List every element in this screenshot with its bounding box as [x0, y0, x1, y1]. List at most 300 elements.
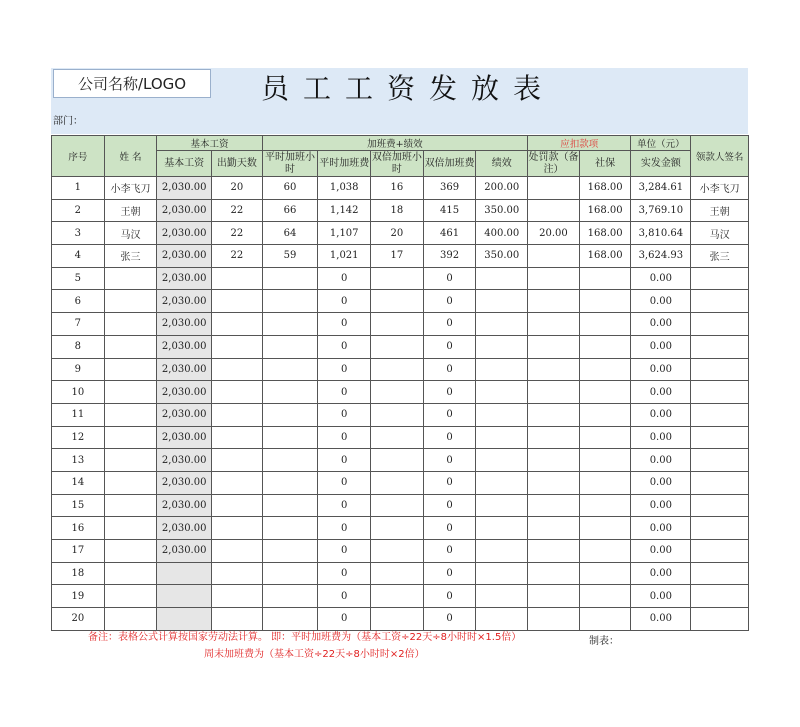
cell-dh[interactable]: 17 — [371, 245, 424, 268]
cell-df[interactable]: 0 — [423, 381, 476, 404]
cell-base[interactable]: 2,030.00 — [157, 494, 212, 517]
table-row — [52, 358, 749, 381]
cell-wh[interactable] — [262, 290, 318, 313]
cell-df[interactable]: 0 — [423, 449, 476, 472]
cell-dh[interactable] — [371, 608, 424, 631]
cell-name[interactable] — [104, 426, 157, 449]
cell-name[interactable]: 张三 — [104, 245, 157, 268]
cell-wh[interactable] — [262, 471, 318, 494]
cell-social[interactable] — [579, 494, 631, 517]
cell-wf[interactable]: 0 — [318, 494, 371, 517]
cell-base[interactable]: 2,030.00 — [157, 313, 212, 336]
cell-perf[interactable] — [476, 335, 528, 358]
cell-days[interactable] — [212, 608, 263, 631]
cell-wh[interactable] — [262, 403, 318, 426]
cell-seq[interactable]: 11 — [52, 403, 105, 426]
cell-days[interactable] — [212, 358, 263, 381]
cell-days[interactable] — [212, 471, 263, 494]
cell-wf[interactable]: 0 — [318, 471, 371, 494]
cell-dh[interactable] — [371, 426, 424, 449]
cell-sign[interactable] — [691, 517, 749, 540]
table-row — [52, 381, 749, 404]
cell-name[interactable] — [104, 517, 157, 540]
cell-df[interactable]: 0 — [423, 335, 476, 358]
cell-social[interactable] — [579, 471, 631, 494]
cell-wh[interactable] — [262, 540, 318, 563]
table-row — [52, 267, 749, 290]
cell-days[interactable] — [212, 540, 263, 563]
header-performance: 绩效 — [476, 151, 528, 177]
cell-df[interactable]: 0 — [423, 540, 476, 563]
cell-net[interactable]: 3,624.93 — [631, 245, 691, 268]
cell-net[interactable]: 3,810.64 — [631, 222, 691, 245]
cell-net[interactable]: 3,284.61 — [631, 177, 691, 200]
cell-seq[interactable]: 8 — [52, 335, 105, 358]
cell-wf[interactable]: 0 — [318, 426, 371, 449]
cell-name[interactable] — [104, 381, 157, 404]
cell-df[interactable]: 0 — [423, 494, 476, 517]
table-row — [52, 471, 749, 494]
cell-pen[interactable] — [528, 267, 580, 290]
cell-perf[interactable] — [476, 449, 528, 472]
cell-wf[interactable]: 0 — [318, 267, 371, 290]
cell-seq[interactable]: 4 — [52, 245, 105, 268]
cell-social[interactable]: 168.00 — [579, 222, 631, 245]
cell-seq[interactable]: 10 — [52, 381, 105, 404]
cell-base[interactable]: 2,030.00 — [157, 471, 212, 494]
cell-pen[interactable] — [528, 494, 580, 517]
cell-sign[interactable] — [691, 608, 749, 631]
cell-days[interactable] — [212, 562, 263, 585]
cell-days[interactable] — [212, 517, 263, 540]
cell-net[interactable]: 0.00 — [631, 335, 691, 358]
cell-wf[interactable]: 1,142 — [318, 199, 371, 222]
header-name: 姓 名 — [104, 136, 157, 177]
cell-dh[interactable]: 18 — [371, 199, 424, 222]
cell-base[interactable]: 2,030.00 — [157, 358, 212, 381]
cell-social[interactable] — [579, 358, 631, 381]
header-sign: 领款人签名 — [691, 136, 749, 177]
table-row — [52, 562, 749, 585]
cell-df[interactable]: 0 — [423, 608, 476, 631]
cell-df[interactable]: 0 — [423, 403, 476, 426]
cell-pen[interactable] — [528, 585, 580, 608]
cell-seq[interactable]: 14 — [52, 471, 105, 494]
cell-wf[interactable]: 0 — [318, 358, 371, 381]
cell-sign[interactable] — [691, 449, 749, 472]
cell-wh[interactable] — [262, 426, 318, 449]
cell-dh[interactable]: 20 — [371, 222, 424, 245]
group-header-basic: 基本工资 — [157, 136, 262, 151]
cell-wh[interactable] — [262, 608, 318, 631]
cell-net[interactable]: 0.00 — [631, 540, 691, 563]
cell-sign[interactable]: 张三 — [691, 245, 749, 268]
cell-base[interactable]: 2,030.00 — [157, 517, 212, 540]
cell-sign[interactable] — [691, 494, 749, 517]
cell-name[interactable] — [104, 335, 157, 358]
footer-note-line1: 备注：表格公式计算按国家劳动法计算。 即：平时加班费为（基本工资÷22天÷8小时时×1.5倍） — [88, 632, 522, 643]
cell-dh[interactable] — [371, 290, 424, 313]
cell-df[interactable]: 0 — [423, 358, 476, 381]
cell-seq[interactable]: 12 — [52, 426, 105, 449]
cell-pen[interactable] — [528, 562, 580, 585]
cell-base[interactable]: 2,030.00 — [157, 426, 212, 449]
cell-dh[interactable] — [371, 335, 424, 358]
header-penalty: 处罚款（备注） — [528, 151, 579, 175]
cell-dh[interactable]: 16 — [371, 177, 424, 200]
cell-perf[interactable] — [476, 471, 528, 494]
cell-pen[interactable] — [528, 449, 580, 472]
cell-net[interactable]: 0.00 — [631, 449, 691, 472]
cell-name[interactable] — [104, 540, 157, 563]
cell-net[interactable]: 0.00 — [631, 290, 691, 313]
cell-seq[interactable]: 15 — [52, 494, 105, 517]
cell-seq[interactable]: 19 — [52, 585, 105, 608]
cell-days[interactable] — [212, 290, 263, 313]
cell-net[interactable]: 0.00 — [631, 403, 691, 426]
cell-days[interactable]: 22 — [212, 222, 263, 245]
cell-pen[interactable] — [528, 426, 580, 449]
cell-df[interactable]: 415 — [423, 199, 476, 222]
cell-base[interactable]: 2,030.00 — [157, 222, 212, 245]
table-row — [52, 585, 749, 608]
cell-sign[interactable] — [691, 403, 749, 426]
cell-seq[interactable]: 3 — [52, 222, 105, 245]
cell-net[interactable]: 0.00 — [631, 471, 691, 494]
cell-perf[interactable] — [476, 426, 528, 449]
cell-dh[interactable] — [371, 540, 424, 563]
header-weekday-hours: 平时加班小时 — [262, 151, 318, 177]
cell-pen[interactable] — [528, 177, 580, 200]
cell-dh[interactable] — [371, 358, 424, 381]
cell-wh[interactable] — [262, 494, 318, 517]
cell-base[interactable] — [157, 608, 212, 631]
cell-net[interactable]: 0.00 — [631, 358, 691, 381]
group-header-row — [52, 136, 749, 151]
footer-note-line2: 周末加班费为（基本工资÷22天÷8小时时×2倍） — [204, 649, 425, 660]
cell-wf[interactable]: 0 — [318, 403, 371, 426]
cell-perf[interactable] — [476, 313, 528, 336]
cell-base[interactable]: 2,030.00 — [157, 540, 212, 563]
cell-pen[interactable] — [528, 245, 580, 268]
cell-wh[interactable] — [262, 562, 318, 585]
cell-sign[interactable] — [691, 585, 749, 608]
cell-social[interactable]: 168.00 — [579, 245, 631, 268]
cell-sign[interactable] — [691, 471, 749, 494]
cell-perf[interactable] — [476, 608, 528, 631]
cell-seq[interactable]: 16 — [52, 517, 105, 540]
cell-name[interactable] — [104, 358, 157, 381]
cell-perf[interactable] — [476, 290, 528, 313]
cell-perf[interactable] — [476, 540, 528, 563]
cell-pen[interactable] — [528, 403, 580, 426]
cell-wf[interactable]: 0 — [318, 449, 371, 472]
cell-seq[interactable]: 1 — [52, 177, 105, 200]
cell-pen[interactable] — [528, 608, 580, 631]
table-row — [52, 449, 749, 472]
cell-net[interactable]: 0.00 — [631, 381, 691, 404]
cell-name[interactable] — [104, 290, 157, 313]
maker-label: 制表： — [589, 636, 619, 647]
cell-perf[interactable]: 400.00 — [476, 222, 528, 245]
cell-wh[interactable] — [262, 449, 318, 472]
cell-days[interactable] — [212, 381, 263, 404]
cell-sign[interactable]: 马汉 — [691, 222, 749, 245]
cell-base[interactable] — [157, 562, 212, 585]
header-days: 出勤天数 — [212, 151, 263, 177]
cell-pen[interactable]: 20.00 — [528, 222, 580, 245]
cell-net[interactable]: 0.00 — [631, 562, 691, 585]
cell-base[interactable]: 2,030.00 — [157, 199, 212, 222]
cell-wf[interactable]: 1,021 — [318, 245, 371, 268]
cell-name[interactable]: 小李飞刀 — [104, 177, 157, 200]
header-double-fee: 双倍加班费 — [423, 151, 476, 177]
cell-wf[interactable]: 0 — [318, 608, 371, 631]
cell-df[interactable]: 0 — [423, 267, 476, 290]
cell-sign[interactable]: 王朝 — [691, 199, 749, 222]
cell-wf[interactable]: 0 — [318, 290, 371, 313]
cell-base[interactable]: 2,030.00 — [157, 267, 212, 290]
cell-net[interactable]: 0.00 — [631, 585, 691, 608]
cell-perf[interactable] — [476, 267, 528, 290]
cell-wh[interactable]: 66 — [262, 199, 318, 222]
cell-days[interactable] — [212, 335, 263, 358]
company-logo-box[interactable]: 公司名称/LOGO — [53, 69, 211, 98]
cell-dh[interactable] — [371, 449, 424, 472]
cell-df[interactable]: 0 — [423, 471, 476, 494]
cell-base[interactable]: 2,030.00 — [157, 403, 212, 426]
cell-name[interactable] — [104, 471, 157, 494]
cell-days[interactable] — [212, 449, 263, 472]
cell-seq[interactable]: 7 — [52, 313, 105, 336]
cell-seq[interactable]: 17 — [52, 540, 105, 563]
cell-social[interactable] — [579, 381, 631, 404]
table-row — [52, 199, 749, 222]
cell-wh[interactable]: 64 — [262, 222, 318, 245]
cell-days[interactable] — [212, 267, 263, 290]
table-row — [52, 313, 749, 336]
cell-sign[interactable] — [691, 540, 749, 563]
cell-base[interactable]: 2,030.00 — [157, 335, 212, 358]
cell-pen[interactable] — [528, 540, 580, 563]
cell-df[interactable]: 0 — [423, 517, 476, 540]
cell-dh[interactable] — [371, 403, 424, 426]
cell-pen[interactable] — [528, 290, 580, 313]
cell-days[interactable]: 22 — [212, 199, 263, 222]
cell-sign[interactable] — [691, 562, 749, 585]
cell-sign[interactable] — [691, 358, 749, 381]
cell-name[interactable] — [104, 403, 157, 426]
cell-wh[interactable]: 59 — [262, 245, 318, 268]
cell-name[interactable] — [104, 494, 157, 517]
cell-net[interactable]: 0.00 — [631, 517, 691, 540]
cell-pen[interactable] — [528, 471, 580, 494]
cell-base[interactable]: 2,030.00 — [157, 449, 212, 472]
cell-social[interactable] — [579, 540, 631, 563]
cell-wf[interactable]: 0 — [318, 562, 371, 585]
cell-social[interactable] — [579, 290, 631, 313]
cell-base[interactable]: 2,030.00 — [157, 290, 212, 313]
cell-sign[interactable] — [691, 267, 749, 290]
table-row — [52, 222, 749, 245]
cell-social[interactable] — [579, 403, 631, 426]
table-row — [52, 426, 749, 449]
cell-dh[interactable] — [371, 585, 424, 608]
cell-social[interactable] — [579, 449, 631, 472]
cell-perf[interactable]: 350.00 — [476, 245, 528, 268]
cell-name[interactable] — [104, 562, 157, 585]
cell-pen[interactable] — [528, 358, 580, 381]
cell-social[interactable] — [579, 335, 631, 358]
cell-df[interactable]: 369 — [423, 177, 476, 200]
cell-df[interactable]: 0 — [423, 585, 476, 608]
cell-wh[interactable] — [262, 517, 318, 540]
cell-dh[interactable] — [371, 381, 424, 404]
cell-days[interactable]: 22 — [212, 245, 263, 268]
cell-wf[interactable]: 0 — [318, 585, 371, 608]
cell-name[interactable] — [104, 267, 157, 290]
cell-name[interactable] — [104, 313, 157, 336]
cell-wh[interactable] — [262, 585, 318, 608]
cell-wh[interactable] — [262, 335, 318, 358]
cell-perf[interactable] — [476, 562, 528, 585]
cell-df[interactable]: 461 — [423, 222, 476, 245]
cell-pen[interactable] — [528, 199, 580, 222]
column-header-row — [52, 151, 749, 177]
header-social: 社保 — [579, 151, 631, 177]
header-weekday-fee: 平时加班费 — [318, 151, 371, 177]
cell-df[interactable]: 0 — [423, 313, 476, 336]
cell-wf[interactable]: 0 — [318, 517, 371, 540]
cell-dh[interactable] — [371, 471, 424, 494]
cell-dh[interactable] — [371, 517, 424, 540]
group-header-deduction: 应扣款项 — [528, 136, 631, 151]
cell-base[interactable] — [157, 585, 212, 608]
cell-sign[interactable]: 小李飞刀 — [691, 177, 749, 200]
cell-days[interactable] — [212, 313, 263, 336]
cell-name[interactable] — [104, 608, 157, 631]
cell-dh[interactable] — [371, 313, 424, 336]
cell-days[interactable]: 20 — [212, 177, 263, 200]
cell-social[interactable]: 168.00 — [579, 199, 631, 222]
page-title: 员工工资发放表 — [260, 72, 555, 105]
cell-social[interactable] — [579, 267, 631, 290]
cell-days[interactable] — [212, 494, 263, 517]
cell-days[interactable] — [212, 585, 263, 608]
table-row — [52, 245, 749, 268]
cell-social[interactable] — [579, 517, 631, 540]
cell-wh[interactable] — [262, 313, 318, 336]
cell-sign[interactable] — [691, 290, 749, 313]
cell-dh[interactable] — [371, 562, 424, 585]
cell-base[interactable]: 2,030.00 — [157, 245, 212, 268]
cell-pen[interactable] — [528, 335, 580, 358]
cell-wf[interactable]: 1,107 — [318, 222, 371, 245]
cell-seq[interactable]: 5 — [52, 267, 105, 290]
cell-net[interactable]: 0.00 — [631, 426, 691, 449]
cell-perf[interactable] — [476, 403, 528, 426]
cell-seq[interactable]: 13 — [52, 449, 105, 472]
cell-net[interactable]: 0.00 — [631, 494, 691, 517]
cell-perf[interactable] — [476, 381, 528, 404]
cell-pen[interactable] — [528, 313, 580, 336]
cell-wf[interactable]: 0 — [318, 540, 371, 563]
cell-seq[interactable]: 20 — [52, 608, 105, 631]
cell-seq[interactable]: 9 — [52, 358, 105, 381]
cell-dh[interactable] — [371, 494, 424, 517]
cell-perf[interactable]: 200.00 — [476, 177, 528, 200]
cell-seq[interactable]: 18 — [52, 562, 105, 585]
cell-perf[interactable] — [476, 517, 528, 540]
cell-name[interactable] — [104, 449, 157, 472]
cell-net[interactable]: 0.00 — [631, 313, 691, 336]
cell-pen[interactable] — [528, 517, 580, 540]
cell-base[interactable]: 2,030.00 — [157, 177, 212, 200]
table-row — [52, 290, 749, 313]
group-header-overtime: 加班费+绩效 — [262, 136, 527, 151]
cell-sign[interactable] — [691, 313, 749, 336]
cell-seq[interactable]: 2 — [52, 199, 105, 222]
cell-net[interactable]: 0.00 — [631, 267, 691, 290]
cell-sign[interactable] — [691, 381, 749, 404]
header-seq: 序号 — [52, 136, 105, 177]
cell-days[interactable] — [212, 426, 263, 449]
cell-social[interactable] — [579, 313, 631, 336]
cell-perf[interactable] — [476, 358, 528, 381]
cell-perf[interactable] — [476, 494, 528, 517]
cell-social[interactable]: 168.00 — [579, 177, 631, 200]
cell-sign[interactable] — [691, 426, 749, 449]
cell-df[interactable]: 0 — [423, 562, 476, 585]
cell-name[interactable] — [104, 585, 157, 608]
cell-sign[interactable] — [691, 335, 749, 358]
cell-social[interactable] — [579, 608, 631, 631]
cell-wh[interactable] — [262, 267, 318, 290]
cell-wf[interactable]: 0 — [318, 313, 371, 336]
cell-pen[interactable] — [528, 381, 580, 404]
cell-seq[interactable]: 6 — [52, 290, 105, 313]
department-label: 部门： — [53, 116, 83, 127]
cell-days[interactable] — [212, 403, 263, 426]
cell-perf[interactable]: 350.00 — [476, 199, 528, 222]
cell-social[interactable] — [579, 562, 631, 585]
header-net: 实发金额 — [631, 151, 691, 177]
cell-dh[interactable] — [371, 267, 424, 290]
cell-wf[interactable]: 0 — [318, 381, 371, 404]
cell-df[interactable]: 392 — [423, 245, 476, 268]
cell-wh[interactable]: 60 — [262, 177, 318, 200]
cell-name[interactable]: 王朝 — [104, 199, 157, 222]
cell-wf[interactable]: 1,038 — [318, 177, 371, 200]
cell-net[interactable]: 0.00 — [631, 608, 691, 631]
cell-wh[interactable] — [262, 381, 318, 404]
cell-social[interactable] — [579, 585, 631, 608]
cell-df[interactable]: 0 — [423, 426, 476, 449]
cell-wf[interactable]: 0 — [318, 335, 371, 358]
group-header-unit: 单位（元） — [631, 136, 691, 151]
cell-name[interactable]: 马汉 — [104, 222, 157, 245]
cell-perf[interactable] — [476, 585, 528, 608]
cell-df[interactable]: 0 — [423, 290, 476, 313]
table-row — [52, 494, 749, 517]
table-row — [52, 403, 749, 426]
cell-net[interactable]: 3,769.10 — [631, 199, 691, 222]
table-row — [52, 517, 749, 540]
table-row — [52, 540, 749, 563]
cell-base[interactable]: 2,030.00 — [157, 381, 212, 404]
cell-social[interactable] — [579, 426, 631, 449]
cell-wh[interactable] — [262, 358, 318, 381]
